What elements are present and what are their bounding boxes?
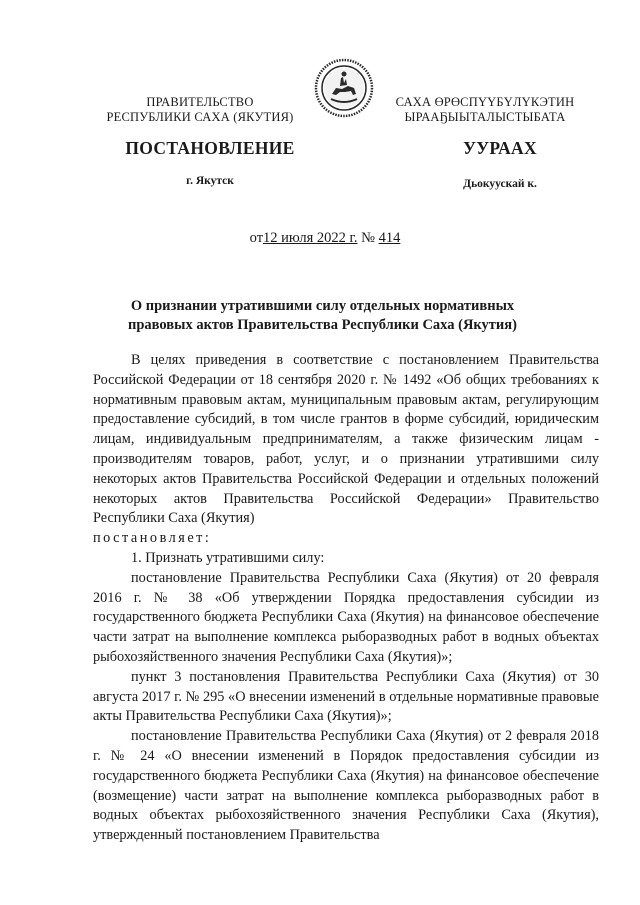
date-number-line bbox=[190, 230, 460, 247]
header-left-line2: РЕСПУБЛИКИ САХА (ЯКУТИЯ) bbox=[106, 110, 294, 124]
header-right bbox=[385, 95, 585, 125]
number-sign: № bbox=[361, 230, 375, 246]
preamble-paragraph bbox=[93, 351, 599, 529]
preamble-text: В целях приведения в соответствие с постановлением Правительства Российской Федерации от 18 сентября 2020 г. № 1492 «Об общих требованиях к нормативным правовым актам, муниципальным правовым актам, регулирующим предоставление субсидий, в том числе грантов в форме субсидий, юридическим лицам, индивидуальным предпринимателям, а также физическим лицам - производителям товаров, работ, услуг, и о признании утратившими силу некоторых актов Правительства Российской Федерации и отдельных положений некоторых актов Правительства Российской Федерации» Правительство Республики Саха (Якутия) bbox=[93, 352, 599, 527]
document-title bbox=[95, 297, 550, 335]
document-title-line1: О признании утратившими силу отдельных нормативных bbox=[130, 298, 515, 314]
item-1-c-paragraph: постановление Правительства Республики Саха (Якутия) от 2 февраля 2018 г. № 24 «О внесении изменений в Порядок предоставления субсидии из государственного бюджета Республики Саха (Якутия) на финансовое обеспечение (возмещение) части затрат на выполнение комплекса рыборазводных работ в водных объектах рыбохозяйственного значения Республики Саха (Якутия), утвержденный постановлением Правительства bbox=[93, 728, 599, 844]
decree-date: 12 июля 2022 г. bbox=[263, 230, 358, 246]
decree-number: 414 bbox=[378, 230, 401, 246]
title-postanovlenie: ПОСТАНОВЛЕНИЕ bbox=[125, 138, 295, 158]
header-right-line2: ЫРААҔЫЫТАЛЫСТЫБАТА bbox=[404, 110, 566, 124]
city-dyokuuskai: Дьокуускай к. bbox=[463, 178, 537, 190]
document-title-line2: правовых актов Правительства Республики Саха (Якутия) bbox=[128, 317, 517, 333]
decree-word-text: постановляет: bbox=[93, 530, 212, 547]
header-left-line1: ПРАВИТЕЛЬСТВО bbox=[146, 95, 254, 109]
item-1-a-paragraph: постановление Правительства Республики Саха (Якутия) от 20 февраля 2016 г. № 38 «Об утверждении Порядка предоставления субсидии из государственного бюджета Республики Саха (Якутия) на финансовое обеспечение части затрат на выполнение комплекса рыборазводных работ в водных объектах рыбохозяйственного значения Республики Саха (Якутия)»; bbox=[93, 569, 599, 665]
document-body bbox=[93, 351, 599, 846]
city-yakutsk: г. Якутск bbox=[186, 175, 234, 187]
decree-word bbox=[93, 529, 599, 549]
coat-of-arms-emblem-icon bbox=[314, 58, 374, 118]
item-1-b-paragraph: пункт 3 постановления Правительства Республики Саха (Якутия) от 30 августа 2017 г. № 295 «О внесении изменений в отдельные нормативные правовые акты Правительства Республики Саха (Якутия)»; bbox=[93, 668, 599, 725]
date-prefix: от bbox=[249, 230, 264, 246]
item-1-paragraph: 1. Признать утратившими силу: bbox=[131, 549, 325, 566]
header-left bbox=[90, 95, 310, 125]
header-right-line1: САХА ӨРӨСПҮҮБҮЛҮКЭТИН bbox=[395, 95, 575, 109]
title-uuraakh: УУРААХ bbox=[463, 138, 537, 158]
